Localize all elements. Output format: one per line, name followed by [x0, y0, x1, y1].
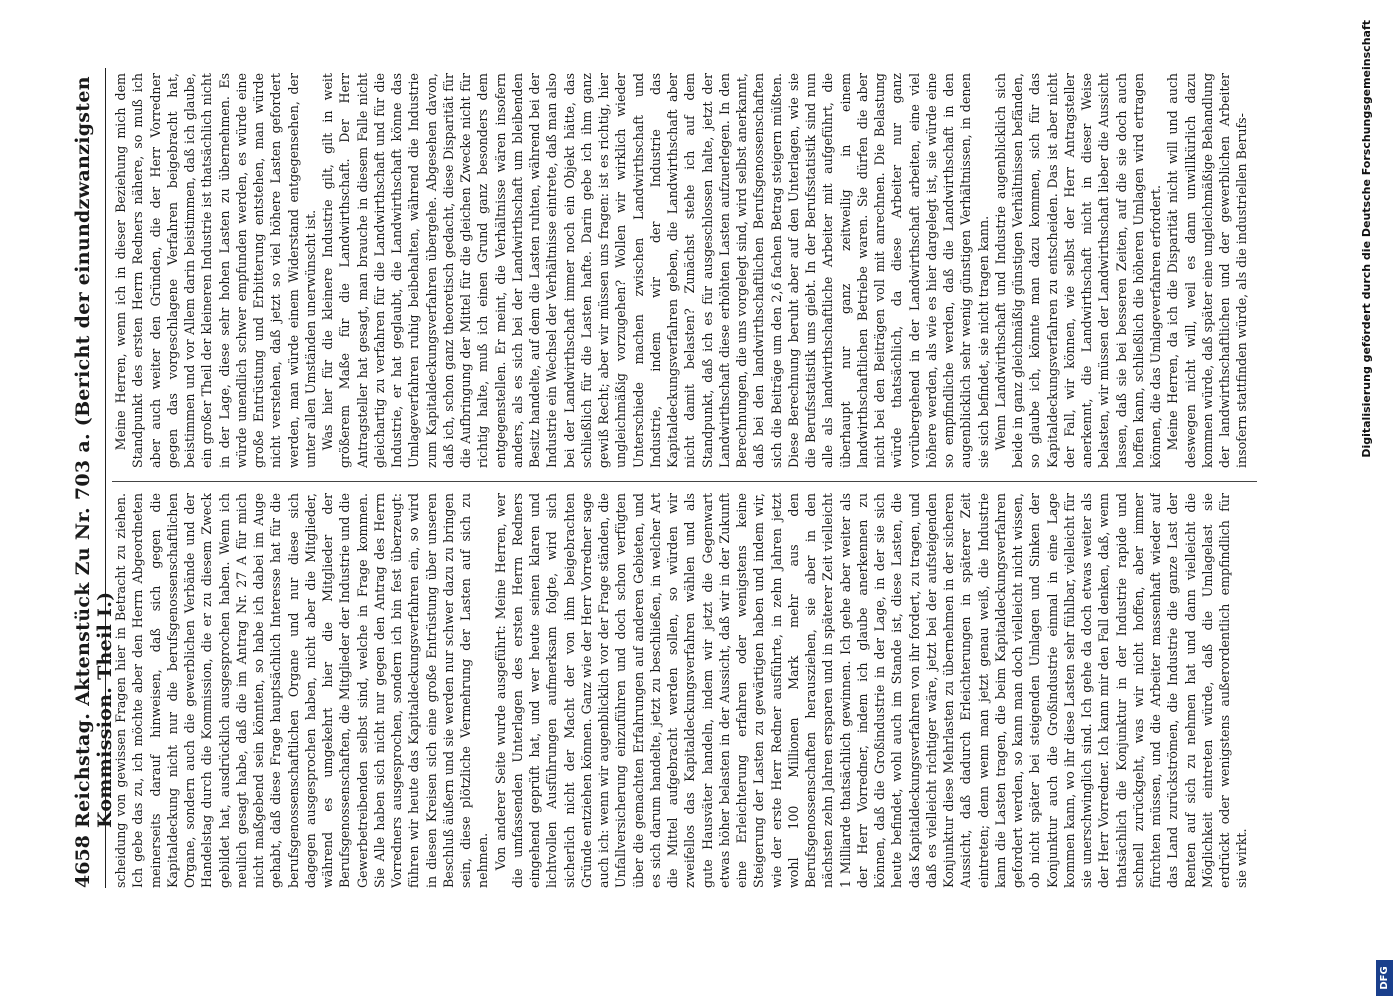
page-header [72, 68, 116, 888]
paragraph: Von anderer Seite wurde ausgeführt: Meine Herren, wer die umfassenden Unterlagen des ersten Herrn Redners eingehend geprüft hat, und wer heute seinen klaren und lichtvollen Ausführungen aufmerksam folgte, wird sich sicherlich nicht der Macht der von ihm beigebrachten Gründe entziehen können. Ganz wie der Herr Vorredner sage auch ich: wenn wir augenblicklich vor der Frage ständen, die Unfallversicherung einzuführen und doch schon verfügten über die gemachten Erfahrungen auf anderen Gebieten, und es sich darum handelte, jetzt zu beschließen, in welcher Art die Mittel aufgebracht werden sollen, so würden wir zweifellos das Kapitaldeckungsverfahren wählen und als gute Hausväter handeln, indem wir jetzt die Gegenwart etwas höher belasten in der Aussicht, daß wir in der Zukunft eine Erleichterung erfahren oder wenigstens keine Steigerung der Lasten zu gewärtigen haben und indem wir, wie der erste Herr Redner ausführte, in zehn Jahren jetzt wohl 100 Millionen Mark mehr aus den Berufsgenossenschaften herausziehen, sie aber in den nächsten zehn Jahren ersparen und in späterer Zeit vielleicht 1 Milliarde thatsächlich gewinnen. Ich gehe aber weiter als der Herr Vorredner, indem ich glaube anerkennen zu können, daß die Großindustrie in der Lage, in der sie sich heute befindet, wohl auch im Stande ist, diese Lasten, die das Kapitaldeckungsverfahren von ihr fordert, zu tragen, und daß es vielleicht richtiger wäre, jetzt bei der aufsteigenden Konjunktur diese Mehrlasten zu übernehmen in der sicheren Aussicht, daß dadurch Erleichterungen in späterer Zeit eintreten; denn wenn man jetzt genau weiß, die Industrie kann die Lasten tragen, die beim Kapitaldeckungsverfahren gefordert werden, so kann man doch vielleicht nicht wissen, ob nicht später bei steigenden Umlagen und Sinken der Konjunktur auch die Großindustrie einmal in eine Lage kommen kann, wo ihr diese Lasten sehr fühlbar, vielleicht für sie unerschwinglich sind. Ich gehe da doch etwas weiter als der Herr Vorredner. Ich kann mir den Fall denken, daß, wenn thatsächlich die Konjunktur in der Industrie rapide und schnell zurückgeht, was wir nicht hoffen, aber immer fürchten müssen, und die Arbeiter massenhaft wieder auf das Land zurückströmen, die Industrie die ganze Last der Renten auf sich zu nehmen hat und dann vielleicht die Möglichkeit eintreten würde, daß die Umlagelast sie erdrückt oder wenigstens außerordentlich empfindlich für sie wirkt. [492, 493, 1250, 888]
digitization-note: Digitalisierung gefördert durch die Deutsche Forschungsgemeinschaft [1360, 20, 1373, 458]
page-title: Reichstag. Aktenstück Zu Nr. 703 a. (Bericht der einundzwanzigsten Kommission. Theil I.) [72, 76, 116, 828]
page-number: 4658 [72, 835, 94, 888]
paragraph: Meine Herren, da ich die Disparität nicht will und auch deswegen nicht will, weil es dann unwillkürlich dazu kommen würde, daß später eine ungleichmäßige Behandlung der landwirthschaftlichen und der gewerblichen Arbeiter insofern stattfinden würde, als die industriellen Berufs- [1165, 73, 1250, 468]
paragraph: Was hier für die kleinere Industrie gilt, gilt in weit größerem Maße für die Landwirthschaft. Der Herr Antragsteller hat gesagt, man brauche in diesem Falle nicht gleichartig zu verfahren für die Landwirthschaft und für die Industrie, er hat geglaubt, die Landwirthschaft könne das Umlageverfahren ruhig beibehalten, während die Industrie zum Kapitaldeckungsverfahren übergehe. Abgesehen davon, daß ich, schon ganz theoretisch gedacht, diese Disparität für die Aufbringung der Mittel für die gleichen Zwecke nicht für richtig halte, muß ich einen Grund ganz besonders dem entgegenstellen. Er meint, die Verhältnisse wären insofern anders, als es sich bei der Landwirthschaft um bleibenden Besitz handelte, auf dem die Lasten ruhten, während bei der Industrie ein Wechsel der Verhältnisse eintrete, daß man also bei der Landwirthschaft immer noch ein Objekt hätte, das schließlich für die Lasten hafte. Darin gebe ich ihm ganz gewiß Recht; aber wir müssen uns fragen: ist es richtig, hier ungleichmäßig vorzugehen? Wollen wir wirklich wieder Unterschiede machen zwischen Landwirthschaft und Industrie, indem wir der Industrie das Kapitaldeckungsverfahren geben, die Landwirthschaft aber nicht damit belasten? Zunächst stehe ich auf dem Standpunkt, daß ich es für ausgeschlossen halte, jetzt der Landwirthschaft diese erhöhten Lasten aufzuerlegen. In den Berechnungen, die uns vorgelegt sind, wird selbst anerkannt, daß bei den landwirthschaftlichen Berufsgenossenschaften sich die Beiträge um den 2,6 fachen Betrag steigern müßten. Diese Berechnung beruht aber auf den Unterlagen, wie sie die Berufsstatistik uns giebt. In der Berufsstatistik sind nun alle als landwirthschaftliche Arbeiter mit aufgeführt, die überhaupt nur ganz zeitweilig in einem landwirthschaftlichen Betriebe waren. Sie dürfen die aber nicht bei den Beiträgen voll mit anrechnen. Die Belastung würde thatsächlich, da diese Arbeiter nur ganz vorübergehend in der Landwirthschaft arbeiten, eine viel höhere werden, als wie es hier dargelegt ist, sie würde eine so empfindliche werden, daß die Landwirthschaft in den augenblicklich sehr wenig günstigen Verhältnissen, in denen sie sich befindet, sie nicht tragen kann. [320, 73, 991, 468]
paragraph: scheidung von gewissen Fragen hier in Betracht zu ziehen. Ich gebe das zu, ich möchte aber den Herrn Abgeordneten meinerseits darauf hinweisen, daß sich gegen die Kapitaldeckung nicht nur die berufsgenossenschaftlichen Organe, sondern auch die gewerblichen Verbände und der Handelstag durch die Kommission, die er zu diesem Zweck gebildet hat, ausdrücklich ausgesprochen haben. Wenn ich neulich gesagt habe, daß die im Antrag Nr. 27 A für mich nicht maßgebend sein könnten, so habe ich dabei im Auge gehabt, daß diese Frage hauptsächlich Interesse hat für die berufsgenossenschaftlichen Organe und nur diese sich dagegen ausgesprochen haben, nicht aber die Mitglieder, während es umgekehrt hier die Mitglieder der Berufsgenossenschaften, die Mitglieder der Industrie und die Gewerbetreibenden selbst sind, welche in Frage kommen. Sie Alle haben sich nicht nur gegen den Antrag des Herrn Vorredners ausgesprochen, sondern ich bin fest überzeugt: führen wir heute das Kapitaldeckungsverfahren ein, so wird in diesen Kreisen sich eine große Entrüstung über unseren Beschluß äußern und sie werden nur schwer dazu zu bringen sein, diese plötzliche Vermehrung der Lasten auf sich zu nehmen. [113, 493, 491, 888]
column-divider [112, 481, 1257, 482]
dfg-logo: DFG [1376, 960, 1393, 996]
paragraph: Meine Herren, wenn ich in dieser Beziehung mich dem Standpunkt des ersten Herrn Redners nähere, so muß ich aber auch weiter den Gründen, die der Herr Vorredner gegen das vorgeschlagene Verfahren beigebracht hat, beistimmen und vor Allem darin beistimmen, daß ich glaube, ein großer Theil der kleineren Industrie ist thatsächlich nicht in der Lage, diese sehr hohen Lasten zu übernehmen. Es würde unendlich schwer empfunden werden, es würde eine große Entrüstung und Erbitterung entstehen, man würde nicht verstehen, daß jetzt so viel höhere Lasten gefordert werden, man würde einem Widerstand entgegensehen, der unter allen Umständen unerwünscht ist. [113, 73, 318, 468]
text-column-left [112, 493, 1262, 888]
text-column-right [112, 73, 1262, 468]
paragraph: Wenn Landwirthschaft und Industrie augenblicklich sich beide in ganz gleichmäßig günstigen Verhältnissen befänden, so glaube ich, könnte man dazu kommen, sich für das Kapitaldeckungsverfahren zu entscheiden. Das ist aber nicht der Fall, wir können, wie selbst der Herr Antragsteller anerkennt, die Landwirthschaft nicht in dieser Weise belasten, wir müssen der Landwirthschaft lieber die Aussicht lassen, daß sie bei besseren Zeiten, auf die sie doch auch hoffen kann, schließlich die höheren Umlagen wird ertragen können, die das Umlageverfahren erfordert. [992, 73, 1163, 468]
